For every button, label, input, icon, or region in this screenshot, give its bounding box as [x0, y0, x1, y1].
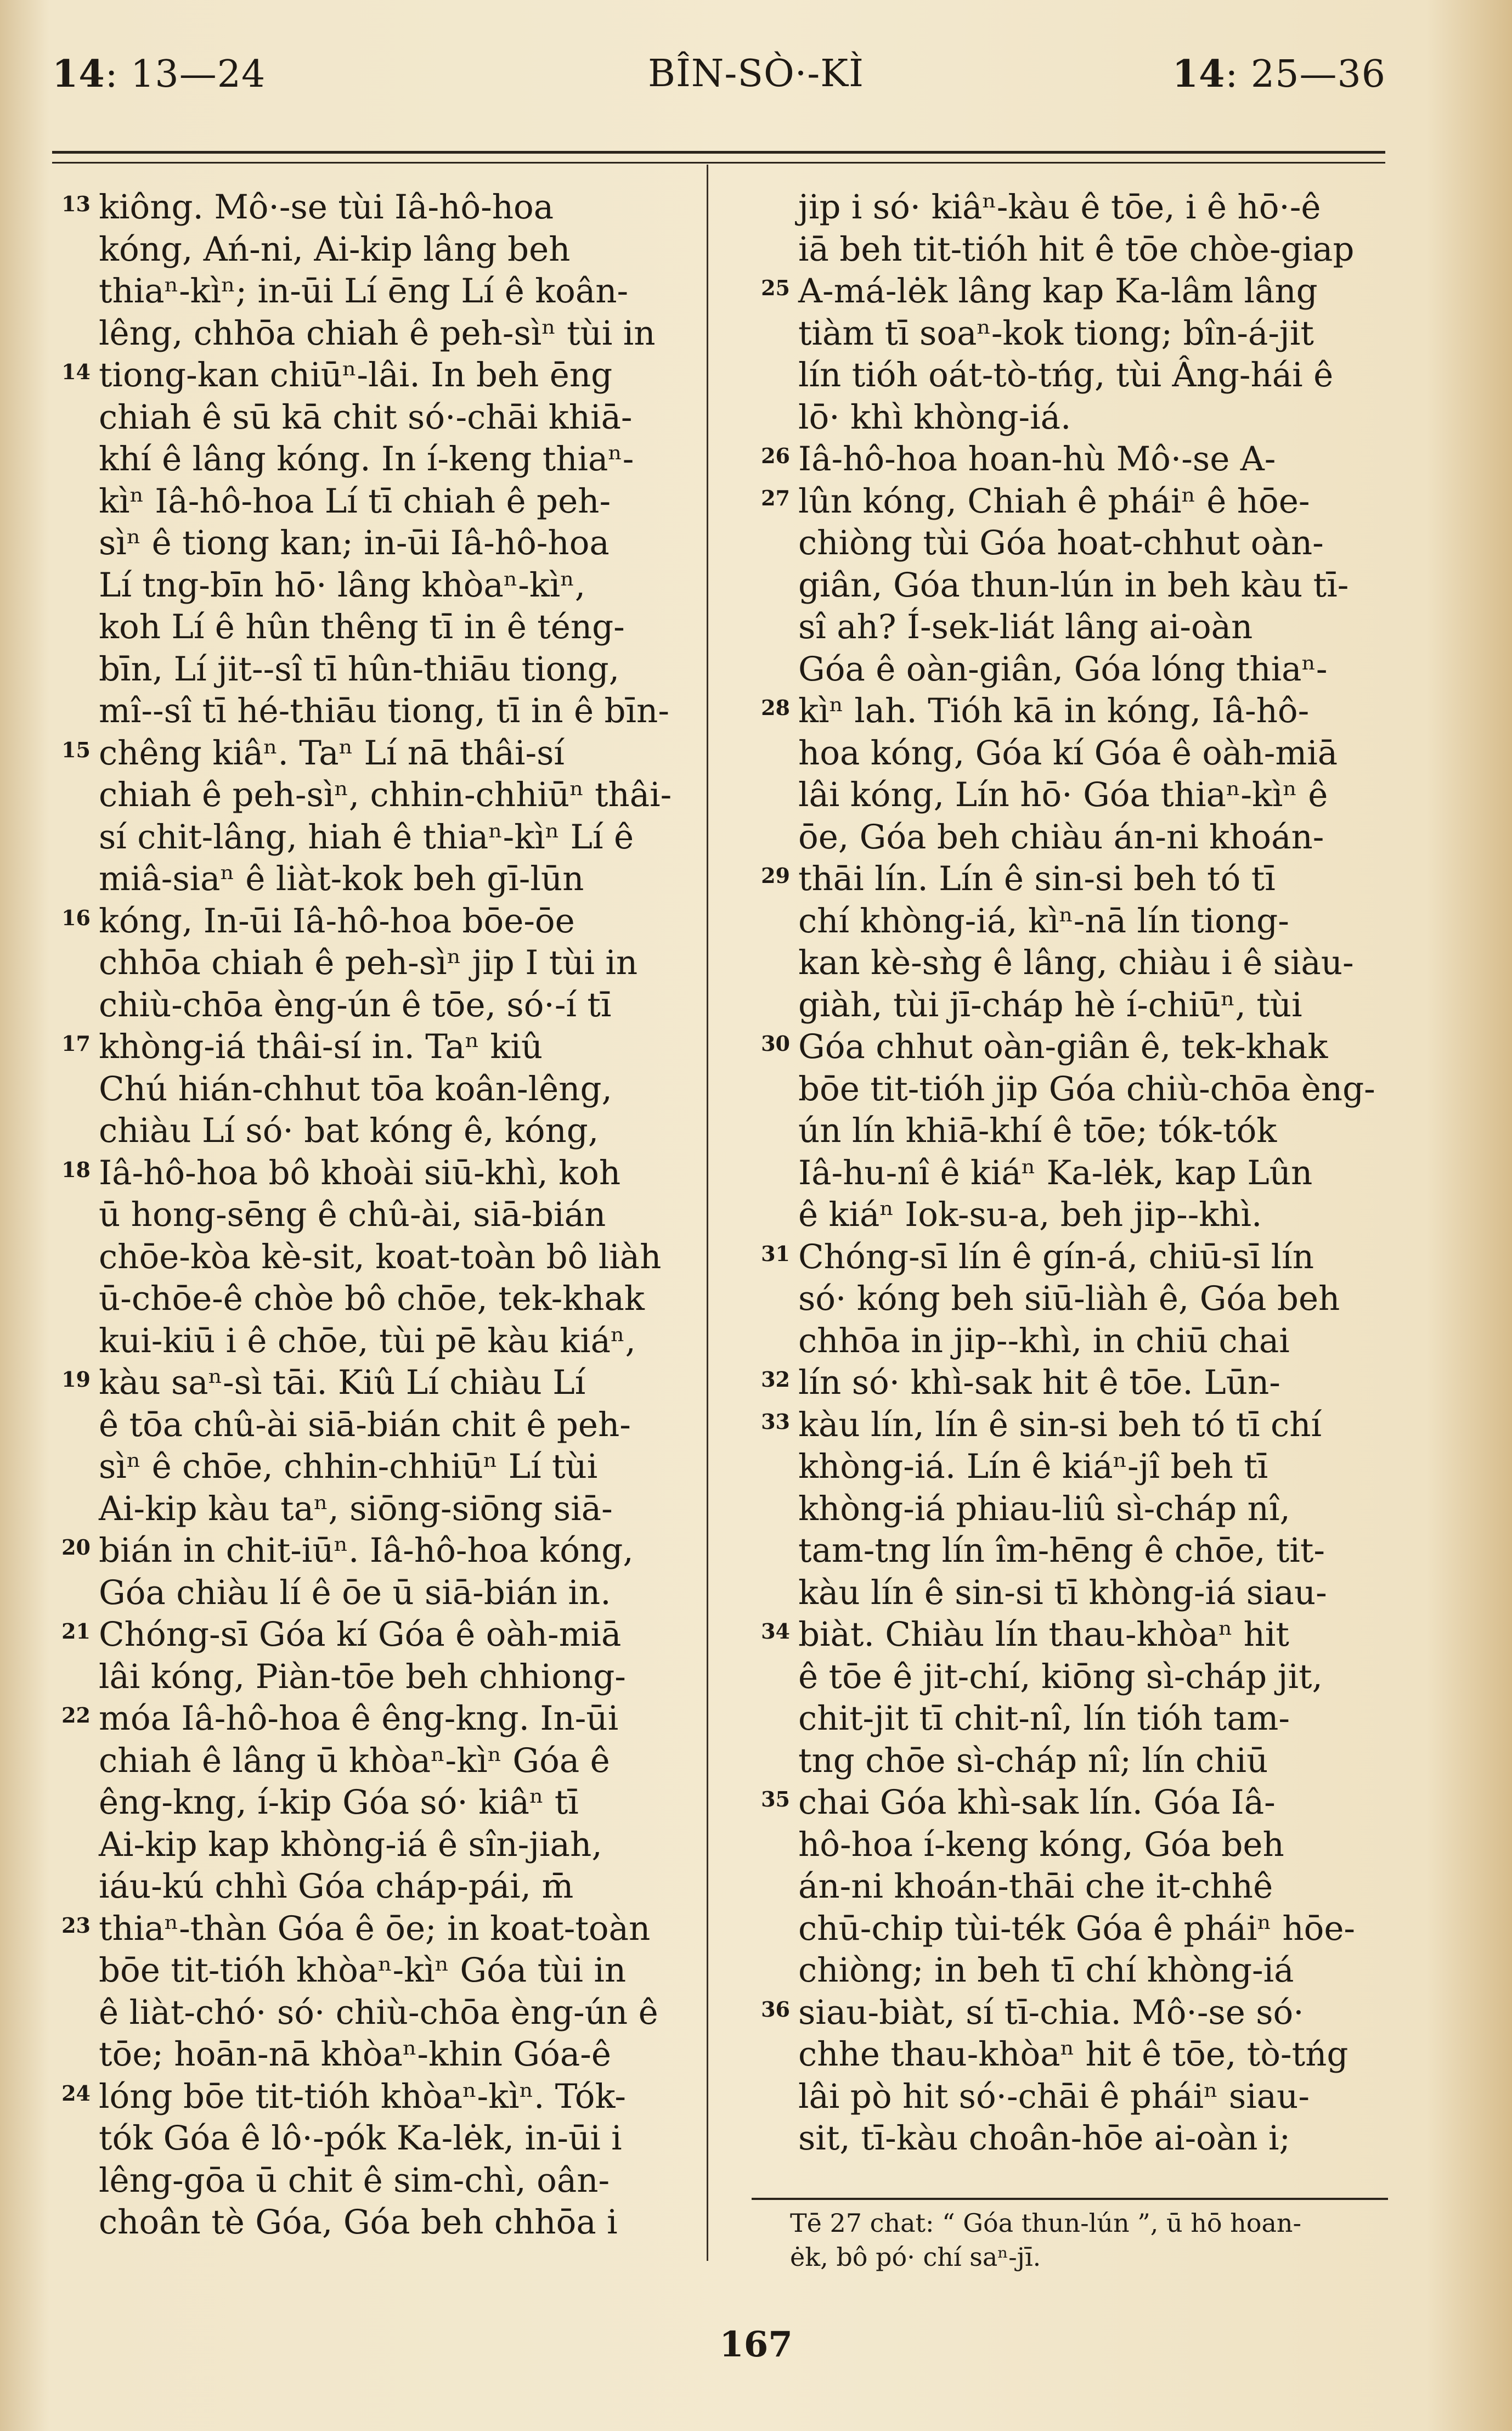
line-text: Chóng-sī lín ê gín-á, chiū-sī lín: [798, 1237, 1314, 1276]
verse-number: 18: [61, 1157, 91, 1182]
line-text: ê liàt-chó· só· chiù-chōa èng-ún ê: [99, 1993, 658, 2032]
text-line: [798, 1656, 1407, 1698]
line-text: mî--sî tī hé-thiāu tiong, tī in ê bīn-: [99, 691, 669, 730]
text-line: [61, 354, 697, 397]
line-text: hô-hoa í-keng kóng, Góa beh: [798, 1825, 1284, 1864]
line-text: Lí tng-bīn hō· lâng khòaⁿ-kìⁿ,: [99, 565, 586, 605]
line-text: tók Góa ê lô·-pók Ka-lėk, in-ūi i: [99, 2119, 622, 2158]
text-line: [99, 984, 697, 1027]
verse-number: 33: [761, 1409, 790, 1434]
line-text: chiah ê sū kā chit só·-chāi khiā-: [99, 397, 633, 437]
line-text: tam-tng lín îm-hēng ê chōe, tit-: [798, 1531, 1325, 1570]
text-line: [99, 1782, 697, 1824]
text-line: [99, 2160, 697, 2202]
text-line: [99, 2202, 697, 2244]
left-column: [61, 187, 697, 2272]
line-text: chhōa in jip--khì, in chiū chai: [798, 1321, 1290, 1360]
text-line: [798, 606, 1407, 649]
text-line: [99, 1824, 697, 1866]
text-line: [61, 2076, 697, 2118]
text-line: [798, 1152, 1407, 1195]
text-line: [61, 1152, 697, 1195]
line-text: chit-jit tī chit-nî, lín tióh tam-: [798, 1699, 1290, 1738]
line-text: lín só· khì-sak hit ê tōe. Lūn-: [798, 1363, 1280, 1402]
verse-number: 35: [761, 1787, 790, 1811]
text-line: [798, 1950, 1407, 1992]
text-line: [798, 1908, 1407, 1950]
line-text: tiàm tī soaⁿ-kok tiong; bîn-á-jit: [798, 313, 1314, 353]
line-text: tōe; hoān-nā khòaⁿ-khin Góa-ê: [99, 2035, 611, 2074]
column-divider: [707, 165, 708, 2261]
text-line: [99, 481, 697, 523]
line-text: choân tè Góa, Góa beh chhōa i: [99, 2203, 618, 2242]
text-line: [798, 1194, 1407, 1236]
line-text: khòng-iá thâi-sí in. Taⁿ kiû: [99, 1027, 543, 1066]
text-line: [798, 1866, 1407, 1908]
line-text: án-ni khoán-thāi che it-chhê: [798, 1867, 1273, 1906]
verse-number: 15: [61, 737, 91, 762]
text-line: [798, 1278, 1407, 1320]
line-text: ū-chōe-ê chòe bô chōe, tek-khak: [99, 1279, 645, 1318]
line-text: bōe tit-tióh jip Góa chiù-chōa èng-: [798, 1069, 1375, 1108]
text-line: [99, 1404, 697, 1447]
text-line: [761, 1614, 1407, 1656]
text-line: [798, 649, 1407, 691]
line-text: kìⁿ Iâ-hô-hoa Lí tī chiah ê peh-: [99, 481, 611, 521]
text-line: [798, 1698, 1407, 1740]
line-text: iā beh tit-tióh hit ê tōe chòe-giap: [798, 229, 1355, 269]
verse-number: 24: [61, 2080, 91, 2106]
line-text: iáu-kú chhì Góa cháp-pái, m̄: [99, 1867, 574, 1906]
text-line: [761, 1782, 1407, 1824]
text-line: [61, 1362, 697, 1404]
text-line: [761, 438, 1407, 481]
line-text: chhe thau-khòaⁿ hit ê tōe, tò-tńg: [798, 2035, 1349, 2074]
text-line: [99, 229, 697, 271]
line-text: tiong-kan chiūⁿ-lâi. In beh ēng: [99, 356, 613, 395]
text-line: [99, 1236, 697, 1279]
verse-number: 27: [761, 485, 790, 510]
text-line: [99, 1068, 697, 1111]
line-text: chiòng; in beh tī chí khòng-iá: [798, 1951, 1294, 1990]
line-text: khòng-iá phiau-liû sì-cháp nî,: [798, 1489, 1290, 1528]
line-text: Iâ-hô-hoa hoan-hù Mô·-se A-: [798, 440, 1276, 479]
line-text: sìⁿ ê tiong kan; in-ūi Iâ-hô-hoa: [99, 524, 610, 562]
line-text: Chú hián-chhut tōa koân-lêng,: [99, 1069, 612, 1108]
text-line: [798, 817, 1407, 859]
line-text: lâi kóng, Piàn-tōe beh chhiong-: [99, 1657, 626, 1696]
verse-number: 21: [61, 1619, 91, 1644]
text-line: [99, 942, 697, 984]
line-text: chiàu Lí só· bat kóng ê, kóng,: [99, 1111, 599, 1150]
line-text: ê tōe ê jit-chí, kiōng sì-cháp jit,: [798, 1657, 1323, 1696]
text-line: [99, 1488, 697, 1530]
line-text: lêng-gōa ū chit ê sim-chì, oân-: [99, 2160, 610, 2200]
verse-number: 19: [61, 1367, 91, 1392]
text-line: [798, 1740, 1407, 1782]
text-line: [798, 313, 1407, 355]
line-text: lûn kóng, Chiah ê pháiⁿ ê hōe-: [798, 481, 1310, 521]
verse-number: 16: [61, 905, 91, 930]
text-line: [798, 2034, 1407, 2076]
line-text: Iâ-hu-nî ê kiáⁿ Ka-lėk, kap Lûn: [798, 1153, 1313, 1192]
line-text: lâi pò hit só·-chāi ê pháiⁿ siau-: [798, 2077, 1310, 2116]
line-text: sìⁿ ê chōe, chhin-chhiūⁿ Lí tùi: [99, 1447, 598, 1486]
line-text: bián in chit-iūⁿ. Iâ-hô-hoa kóng,: [99, 1531, 634, 1570]
line-text: Chóng-sī Góa kí Góa ê oàh-miā: [99, 1615, 622, 1654]
text-line: [61, 1614, 697, 1656]
line-text: chí khòng-iá, kìⁿ-nā lín tiong-: [798, 901, 1289, 941]
text-line: [798, 733, 1407, 775]
text-line: [99, 1572, 697, 1614]
text-line: [99, 2034, 697, 2076]
line-text: ōe, Góa beh chiàu án-ni khoán-: [798, 817, 1324, 857]
line-text: miâ-siaⁿ ê liàt-kok beh gī-lūn: [99, 859, 584, 898]
footnote-rule: [752, 2198, 1388, 2200]
text-line: [798, 397, 1407, 439]
line-text: chêng kiâⁿ. Taⁿ Lí nā thâi-sí: [99, 733, 565, 773]
text-line: [798, 2076, 1407, 2118]
line-text: êng-kng, í-kip Góa só· kiâⁿ tī: [99, 1783, 579, 1822]
header-left-verses: : 13—24: [105, 53, 266, 96]
text-line: [798, 901, 1407, 943]
line-text: kàu saⁿ-sì tāi. Kiû Lí chiàu Lí: [99, 1363, 586, 1402]
footnote-line: ėk, bô pó· chí saⁿ-jī.: [790, 2242, 1041, 2272]
text-line: [99, 1992, 697, 2034]
line-text: kóng, Ań-ni, Ai-kip lâng beh: [99, 229, 571, 269]
text-line: [99, 858, 697, 901]
verse-number: 20: [61, 1535, 91, 1560]
text-line: [61, 733, 697, 775]
line-text: ê kiáⁿ Iok-su-a, beh jip--khì.: [798, 1195, 1262, 1234]
line-text: Iâ-hô-hoa bô khoài siū-khì, koh: [99, 1153, 621, 1192]
page-header: [0, 52, 1512, 112]
line-text: hoa kóng, Góa kí Góa ê oàh-miā: [798, 733, 1338, 773]
text-line: [61, 901, 697, 943]
text-line: [798, 565, 1407, 607]
line-text: kóng, In-ūi Iâ-hô-hoa bōe-ōe: [99, 901, 575, 941]
verse-number: 14: [61, 359, 91, 384]
line-text: bīn, Lí jit--sî tī hûn-thiāu tiong,: [99, 649, 620, 689]
line-text: chiòng tùi Góa hoat-chhut oàn-: [798, 524, 1324, 562]
line-text: chiah ê lâng ū khòaⁿ-kìⁿ Góa ê: [99, 1741, 610, 1780]
header-right-verses: : 25—36: [1225, 53, 1386, 96]
verse-number: 25: [761, 275, 790, 300]
text-line: [798, 774, 1407, 817]
book-title: BÎN-SÒ·-KÌ: [648, 52, 864, 95]
text-line: [761, 1992, 1407, 2034]
text-line: [99, 649, 697, 691]
line-text: chū-chip tùi-ték Góa ê pháiⁿ hōe-: [798, 1909, 1356, 1948]
line-text: chhōa chiah ê peh-sìⁿ jip I tùi in: [99, 943, 638, 982]
line-text: kan kè-sǹg ê lâng, chiàu i ê siàu-: [798, 943, 1354, 982]
line-text: chai Góa khì-sak lín. Góa Iâ-: [798, 1783, 1276, 1822]
line-text: lâi kóng, Lín hō· Góa thiaⁿ-kìⁿ ê: [798, 775, 1328, 814]
header-left-chapter: 14: [52, 52, 105, 96]
line-text: chiù-chōa èng-ún ê tōe, só·-í tī: [99, 985, 612, 1025]
verse-number: 32: [761, 1367, 790, 1392]
line-text: ún lín khiā-khí ê tōe; tók-tók: [798, 1111, 1277, 1150]
verse-number: 34: [761, 1619, 790, 1644]
text-line: [99, 1656, 697, 1698]
line-text: thiaⁿ-thàn Góa ê ōe; in koat-toàn: [99, 1909, 651, 1948]
verse-number: 36: [761, 1996, 790, 2022]
text-line: [798, 1068, 1407, 1111]
line-text: biàt. Chiàu lín thau-khòaⁿ hit: [798, 1615, 1289, 1654]
page-number: 167: [719, 2324, 793, 2365]
text-line: [99, 438, 697, 481]
line-text: jip i só· kiâⁿ-kàu ê tōe, i ê hō·-ê: [798, 188, 1321, 227]
line-text: lín tióh oát-tò-tńg, tùi Âng-hái ê: [798, 356, 1334, 395]
text-line: [99, 1278, 697, 1320]
text-line: [798, 1572, 1407, 1614]
text-line: [99, 397, 697, 439]
text-line: [761, 858, 1407, 901]
text-line: [99, 1866, 697, 1908]
line-text: móa Iâ-hô-hoa ê êng-kng. In-ūi: [99, 1699, 619, 1738]
text-line: [99, 522, 697, 565]
text-line: [99, 606, 697, 649]
line-text: Góa chhut oàn-giân ê, tek-khak: [798, 1027, 1328, 1066]
text-line: [798, 2118, 1407, 2160]
text-line: [99, 817, 697, 859]
text-line: [798, 1320, 1407, 1363]
text-line: [99, 1950, 697, 1992]
line-text: koh Lí ê hûn thêng tī in ê téng-: [99, 607, 625, 646]
text-line: [99, 1320, 697, 1363]
line-text: só· kóng beh siū-liàh ê, Góa beh: [798, 1279, 1340, 1318]
text-line: [798, 1488, 1407, 1530]
text-line: [761, 271, 1407, 313]
text-line: [61, 1908, 697, 1950]
text-line: [99, 565, 697, 607]
line-text: sî ah? Í-sek-liát lâng ai-oàn: [798, 607, 1253, 646]
line-text: Góa ê oàn-giân, Góa lóng thiaⁿ-: [798, 649, 1328, 689]
line-text: tng chōe sì-cháp nî; lín chiū: [798, 1741, 1268, 1780]
text-line: [798, 942, 1407, 984]
text-line: [61, 1530, 697, 1572]
line-text: kàu lín ê sin-si tī khòng-iá siau-: [798, 1573, 1327, 1612]
line-text: thiaⁿ-kìⁿ; in-ūi Lí ēng Lí ê koân-: [99, 272, 629, 311]
line-text: A-má-lėk lâng kap Ka-lâm lâng: [798, 272, 1318, 311]
text-line: [798, 1824, 1407, 1866]
text-line: [761, 1362, 1407, 1404]
verse-number: 31: [761, 1241, 790, 1266]
line-text: kàu lín, lín ê sin-si beh tó tī chí: [798, 1405, 1322, 1444]
right-column: [761, 187, 1407, 2272]
text-line: [798, 984, 1407, 1027]
text-line: [99, 1740, 697, 1782]
text-line: [61, 187, 697, 229]
verse-number: 28: [761, 695, 790, 720]
line-text: chōe-kòa kè-sit, koat-toàn bô liàh: [99, 1237, 662, 1276]
line-text: kui-kiū i ê chōe, tùi pē kàu kiáⁿ,: [99, 1321, 636, 1360]
line-text: sit, tī-kàu choân-hōe ai-oàn i;: [798, 2119, 1291, 2158]
text-line: [761, 1236, 1407, 1279]
footnote-line: Tē 27 chat: “ Góa thun-lún ”, ū hō hoan-: [790, 2208, 1302, 2238]
header-rule-top: [52, 151, 1385, 154]
verse-number: 13: [61, 192, 91, 216]
header-right-reference: [1172, 52, 1386, 96]
text-line: [61, 1698, 697, 1740]
line-text: khí ê lâng kóng. In í-keng thiaⁿ-: [99, 440, 634, 479]
line-text: khòng-iá. Lín ê kiáⁿ-jî beh tī: [798, 1447, 1268, 1486]
verse-number: 30: [761, 1031, 790, 1056]
text-line: [99, 690, 697, 733]
line-text: giân, Góa thun-lún in beh kàu tī-: [798, 565, 1349, 605]
verse-number: 22: [61, 1703, 91, 1727]
line-text: Ai-kip kap khòng-iá ê sîn-jiah,: [99, 1825, 602, 1864]
text-line: [761, 1404, 1407, 1447]
text-line: [798, 1446, 1407, 1488]
line-text: bōe tit-tióh khòaⁿ-kìⁿ Góa tùi in: [99, 1951, 627, 1990]
text-line: [99, 313, 697, 355]
text-line: [99, 1446, 697, 1488]
text-line: [798, 187, 1407, 229]
text-line: [99, 2118, 697, 2160]
text-line: [61, 1026, 697, 1068]
verse-number: 29: [761, 863, 790, 888]
text-line: [99, 774, 697, 817]
text-line: [99, 1110, 697, 1152]
line-text: thāi lín. Lín ê sin-si beh tó tī: [798, 859, 1276, 898]
line-text: kiông. Mô·-se tùi Iâ-hô-hoa: [99, 188, 554, 227]
line-text: ê tōa chû-ài siā-bián chit ê peh-: [99, 1405, 631, 1444]
line-text: Góa chiàu lí ê ōe ū siā-bián in.: [99, 1573, 611, 1612]
verse-number: 23: [61, 1912, 91, 1938]
line-text: giàh, tùi jī-cháp hè í-chiūⁿ, tùi: [798, 985, 1302, 1025]
text-line: [761, 481, 1407, 523]
text-line: [99, 1194, 697, 1236]
line-text: sí chit-lâng, hiah ê thiaⁿ-kìⁿ Lí ê: [99, 817, 634, 857]
line-text: kìⁿ lah. Tióh kā in kóng, Iâ-hô-: [798, 691, 1310, 730]
text-line: [798, 1530, 1407, 1572]
line-text: chiah ê peh-sìⁿ, chhin-chhiūⁿ thâi-: [99, 775, 672, 814]
header-right-chapter: 14: [1172, 52, 1226, 96]
text-line: [798, 1110, 1407, 1152]
line-text: Ai-kip kàu taⁿ, siōng-siōng siā-: [99, 1489, 613, 1528]
text-line: [761, 690, 1407, 733]
text-line: [798, 229, 1407, 271]
line-text: ū hong-sēng ê chû-ài, siā-bián: [99, 1195, 606, 1234]
line-text: lóng bōe tit-tióh khòaⁿ-kìⁿ. Tók-: [99, 2077, 626, 2116]
verse-number: 26: [761, 443, 790, 468]
line-text: lêng, chhōa chiah ê peh-sìⁿ tùi in: [99, 313, 656, 353]
verse-number: 17: [61, 1031, 91, 1056]
header-rule-bottom: [52, 162, 1385, 164]
line-text: siau-biàt, sí tī-chia. Mô·-se só·: [798, 1993, 1304, 2032]
text-line: [99, 271, 697, 313]
line-text: lō· khì khòng-iá.: [798, 397, 1071, 437]
text-line: [798, 522, 1407, 565]
text-line: [798, 354, 1407, 397]
text-line: [761, 1026, 1407, 1068]
